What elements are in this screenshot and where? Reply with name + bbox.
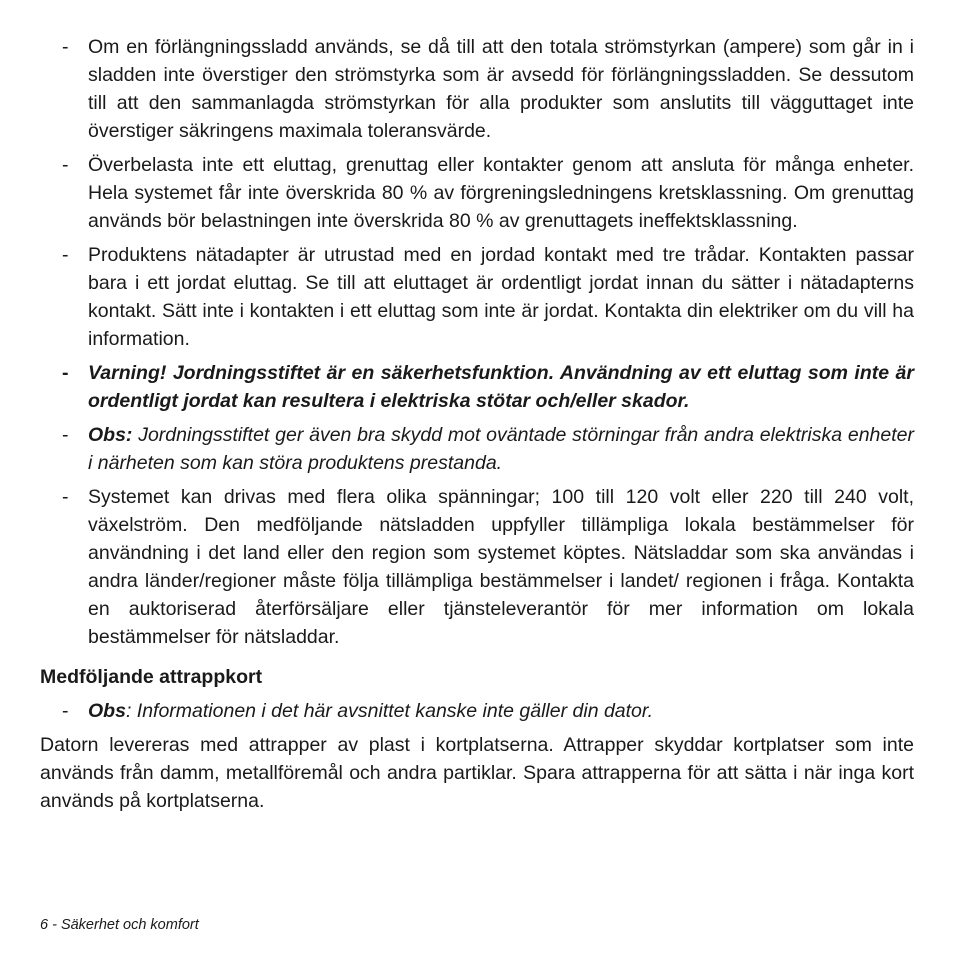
note-text: Jordningsstiftet ger även bra skydd mot oväntade störningar från andra elektriska enheter i närheten som kan störa produktens prestanda.: [88, 424, 914, 474]
bullet-text: Produktens nätadapter är utrustad med en jordad kontakt med tre trådar. Kontakten passar bara i ett jordat eluttag. Se till att eluttaget är ordentligt jordat innan du sätter i nätadapterns kontakt. Sätt inte i kontakten i ett eluttag som inte är jordat. Kontakta din elektriker om du vill ha information.: [88, 244, 914, 350]
bullet-dash: -: [62, 36, 69, 58]
safety-bullet-list: [40, 33, 914, 651]
bullet-dash: -: [62, 244, 69, 266]
bullet-text: Om en förlängningssladd används, se då till att den totala strömstyrkan (ampere) som går in i sladden inte överstiger den strömstyrka som är avsedd för förlängningssladden. Se dessutom till att den sammanlagda strömstyrkan för alla produkter som anslutits till vägguttaget inte överstiger säkringens maximala toleransvärde.: [88, 36, 914, 142]
note-label: Obs: [88, 700, 126, 722]
bullet-warning: [40, 359, 914, 415]
warning-text: Varning! Jordningsstiftet är en säkerhetsfunktion. Användning av ett eluttag som inte är ordentligt jordat kan resultera i elektriska stötar och/eller skador.: [88, 362, 914, 412]
page-footer: 6 - Säkerhet och komfort: [40, 917, 199, 933]
section-note-list: [40, 697, 914, 725]
bullet-dash: -: [62, 486, 69, 508]
bullet-note-grounding: [40, 421, 914, 477]
bullet-note-section: [40, 697, 914, 725]
bullet-overload: [40, 151, 914, 235]
note-text: : Informationen i det här avsnittet kanske inte gäller din dator.: [125, 700, 654, 722]
bullet-extension-cord: [40, 33, 914, 145]
bullet-dash: -: [62, 700, 69, 722]
bullet-dash: -: [62, 154, 69, 176]
document-body: [40, 33, 914, 815]
section-heading: Medföljande attrappkort: [40, 666, 263, 688]
bullet-grounded-plug: [40, 241, 914, 353]
bullet-text: Överbelasta inte ett eluttag, grenuttag eller kontakter genom att ansluta för många enheter. Hela systemet får inte överskrida 80 % av förgreningsledningens kretsklassning. Om grenuttag används bör belastningen inte överskrida 80 % av grenuttagets ineffektsklassning.: [88, 154, 914, 232]
bullet-voltage: [40, 483, 914, 651]
bullet-text: Systemet kan drivas med flera olika spänningar; 100 till 120 volt eller 220 till 240 volt, växelström. Den medföljande nätsladden uppfyller tillämpliga lokala bestämmelser för användning i det land eller den region som systemet köptes. Nätsladdar som ska användas i andra länder/regioner måste följa tillämpliga bestämmelser i landet/ regionen i fråga. Kontakta en auktoriserad återförsäljare eller tjänsteleverantör för mer information om lokala bestämmelser för nätsladdar.: [88, 486, 914, 648]
bullet-dash: -: [62, 424, 69, 446]
bullet-dash: -: [62, 362, 69, 384]
note-label: Obs:: [88, 424, 133, 446]
section-paragraph: Datorn levereras med attrapper av plast i kortplatserna. Attrapper skyddar kortplatser som inte används från damm, metallföremål och andra partiklar. Spara attrapperna för att sätta i när inga kort används på kortplatserna.: [40, 734, 914, 812]
